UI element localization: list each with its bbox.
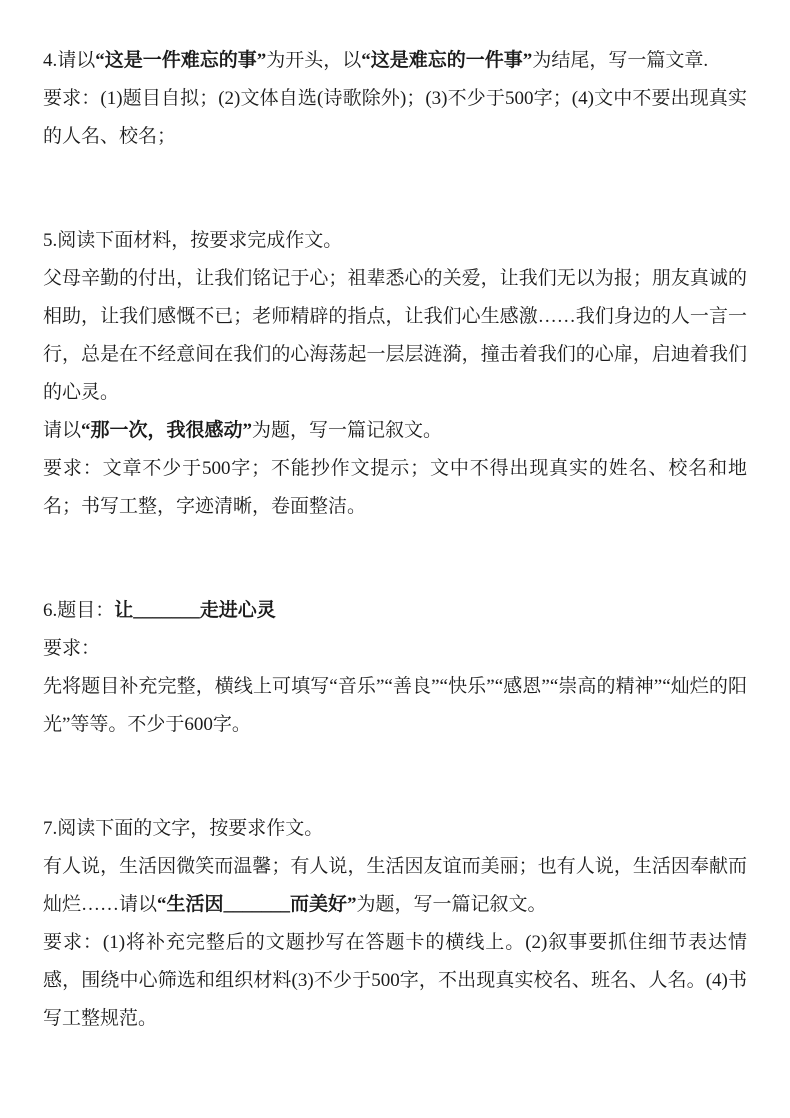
question-4-prompt (43, 42, 747, 80)
question-6-title-line (43, 592, 747, 630)
question-5 (43, 222, 747, 526)
question-5-prompt (43, 412, 747, 450)
q7-body-suffix: 为题，写一篇记叙文。 (356, 894, 547, 915)
question-4-requirements: 要求：(1)题目自拟；(2)文体自选(诗歌除外)；(3)不少于500字；(4)文中不要出现真实的人名、校名； (43, 88, 747, 147)
q6-essay-title: 让_______走进心灵 (114, 600, 276, 621)
question-7-requirements: 要求：(1)将补充完整后的文题抄写在答题卡的横线上。(2)叙事要抓住细节表达情感，围绕中心筛选和组织材料(3)不少于500字，不出现真实校名、班名、人名。(4)书写工整规范。 (43, 932, 747, 1029)
q4-tail: 为结尾，写一篇文章. (532, 50, 709, 71)
q4-mid: 为开头，以 (266, 50, 362, 71)
q6-prefix: 6.题目： (43, 600, 115, 621)
question-4 (43, 42, 747, 156)
q5-prompt-suffix: 为题，写一篇记叙文。 (252, 420, 443, 441)
question-5-intro: 5.阅读下面材料，按要求完成作文。 (43, 230, 343, 251)
question-6-requirements-text: 先将题目补充完整，横线上可填写“音乐”“善良”“快乐”“感恩”“崇高的精神”“灿烂的阳光”等等。不少于600字。 (43, 676, 747, 735)
question-7-intro: 7.阅读下面的文字，按要求作文。 (43, 818, 324, 839)
question-5-requirements: 要求：文章不少于500字；不能抄作文提示；文中不得出现真实的姓名、校名和地名；书写工整，字迹清晰，卷面整洁。 (43, 458, 747, 517)
question-7-body (43, 848, 747, 924)
q7-body-prefix: 有人说，生活因微笑而温馨；有人说，生活因友谊而美丽；也有人说，生活因奉献而灿烂……请以 (43, 856, 747, 915)
q5-essay-title: “那一次，我很感动” (81, 420, 253, 441)
question-7 (43, 810, 747, 1038)
question-5-material: 父母辛勤的付出，让我们铭记于心；祖辈悉心的关爱，让我们无以为报；朋友真诚的相助，让我们感慨不已；老师精辟的指点，让我们心生感激……我们身边的人一言一行，总是在不经意间在我们的心海荡起一层层涟漪，撞击着我们的心扉，启迪着我们的心灵。 (43, 268, 747, 403)
q4-closing-phrase: “这是难忘的一件事” (361, 50, 533, 71)
q7-essay-title: “生活因_______而美好” (157, 894, 357, 915)
question-6-requirements-label: 要求： (43, 638, 101, 659)
q5-prompt-prefix: 请以 (43, 420, 82, 441)
q4-opening-phrase: “这是一件难忘的事” (95, 50, 267, 71)
question-6 (43, 592, 747, 744)
q4-prefix: 4.请以 (43, 50, 96, 71)
